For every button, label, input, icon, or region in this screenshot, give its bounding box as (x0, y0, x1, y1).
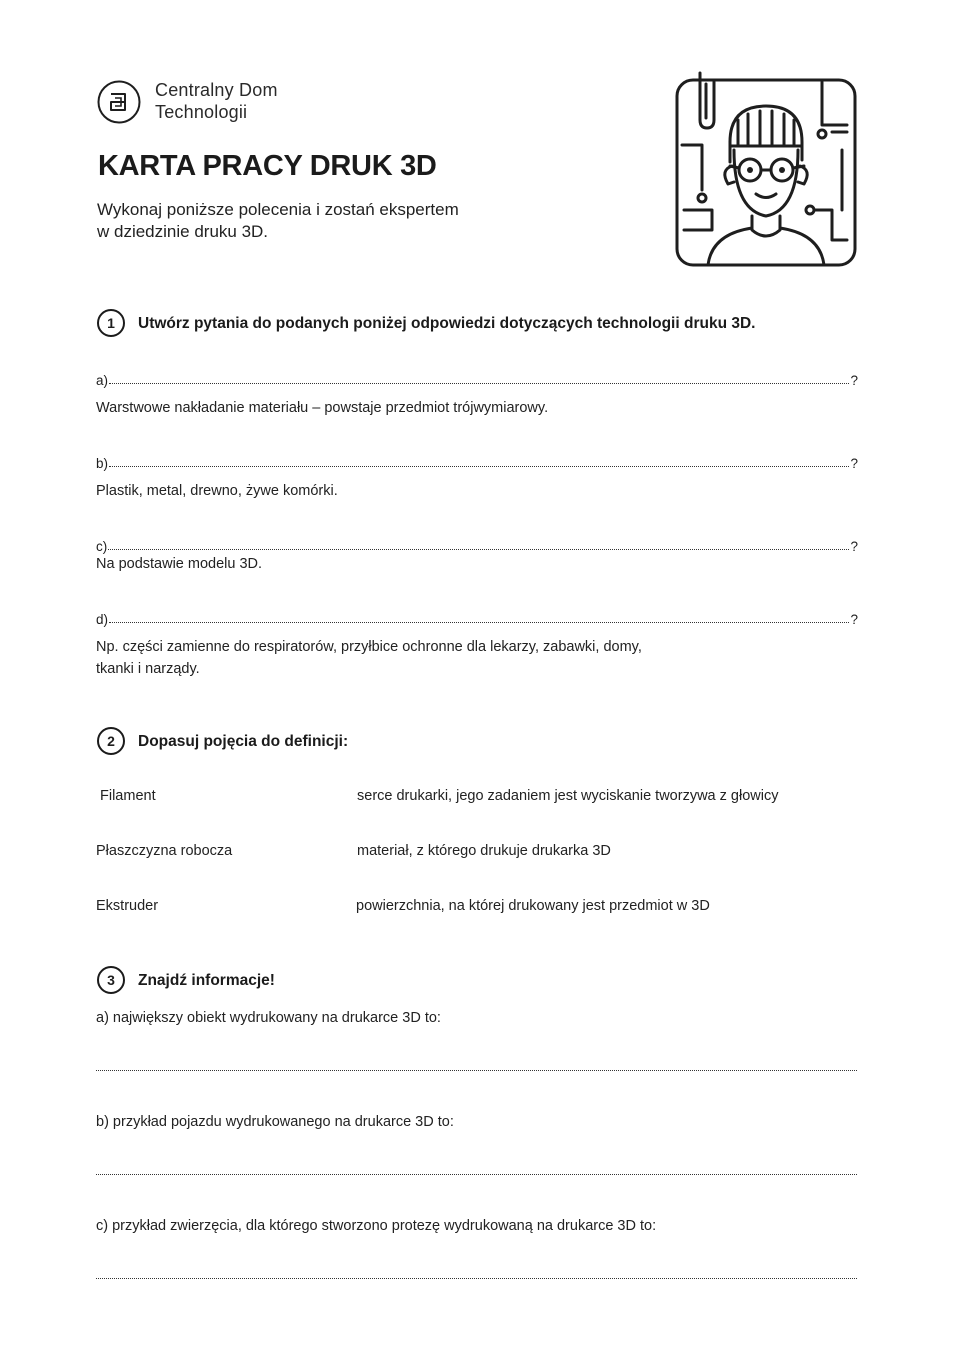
logo-line-2: Technologii (155, 102, 248, 122)
answer-blank[interactable] (109, 622, 849, 623)
question-mark: ? (850, 539, 858, 554)
definition-1[interactable]: serce drukarki, jego zadaniem jest wyciskanie tworzywa z głowicy (357, 788, 779, 804)
answer-b (96, 480, 338, 502)
question-label: a) (96, 373, 109, 388)
answer-blank[interactable] (109, 466, 849, 467)
question-mark: ? (850, 373, 858, 388)
section-1-title: Utwórz pytania do podanych poniżej odpowiedzi dotyczących technologii druku 3D. (138, 315, 756, 332)
answer-blank-c[interactable] (96, 1278, 857, 1279)
prompt-a: a) największy obiekt wydrukowany na drukarce 3D to: (96, 1010, 441, 1026)
answer-a (96, 397, 548, 419)
logo-text (155, 79, 278, 123)
subtitle-line-2: w dziedzinie druku 3D. (97, 222, 269, 241)
answer-line: Warstwowe nakładanie materiału – powstaje przedmiot trójwymiarowy. (96, 400, 549, 416)
section-2-title: Dopasuj pojęcia do definicji: (138, 733, 349, 750)
subtitle (97, 199, 459, 243)
answer-c (96, 553, 262, 575)
question-label: b) (96, 456, 109, 471)
page-title: KARTA PRACY DRUK 3D (98, 150, 437, 182)
question-label: d) (96, 612, 109, 627)
question-line-b[interactable] (96, 453, 858, 471)
answer-blank[interactable] (109, 383, 849, 384)
prompt-c: c) przykład zwierzęcia, dla którego stworzono protezę wydrukowaną na drukarce 3D to: (96, 1218, 657, 1234)
question-mark: ? (850, 612, 858, 627)
question-line-d[interactable] (96, 609, 858, 627)
question-line-a[interactable] (96, 370, 858, 388)
term-filament[interactable]: Filament (100, 788, 156, 804)
avatar-illustration (672, 70, 862, 270)
answer-blank[interactable] (108, 549, 849, 550)
question-label: c) (96, 539, 108, 554)
answer-line: Plastik, metal, drewno, żywe komórki. (96, 483, 338, 499)
definition-2[interactable]: materiał, z którego drukuje drukarka 3D (357, 843, 611, 859)
answer-line: Na podstawie modelu 3D. (96, 556, 263, 572)
answer-line: tkanki i narządy. (96, 661, 200, 677)
question-mark: ? (850, 456, 858, 471)
prompt-b: b) przykład pojazdu wydrukowanego na drukarce 3D to: (96, 1114, 454, 1130)
logo-line-1: Centralny Dom (155, 80, 278, 100)
question-line-c[interactable] (96, 536, 858, 554)
term-extruder[interactable]: Ekstruder (96, 898, 159, 914)
section-3-number: 3 (97, 966, 125, 994)
term-work-surface[interactable]: Płaszczyzna robocza (96, 843, 233, 859)
logo-icon (96, 79, 142, 125)
answer-line: Np. części zamienne do respiratorów, przyłbice ochronne dla lekarzy, zabawki, domy, (96, 639, 642, 655)
answer-blank-a[interactable] (96, 1070, 857, 1071)
definition-3[interactable]: powierzchnia, na której drukowany jest przedmiot w 3D (356, 898, 710, 914)
section-1-number: 1 (97, 309, 125, 337)
section-2-number: 2 (97, 727, 125, 755)
section-3-title: Znajdź informacje! (138, 972, 275, 989)
answer-blank-b[interactable] (96, 1174, 857, 1175)
subtitle-line-1: Wykonaj poniższe polecenia i zostań ekspertem (97, 200, 459, 219)
answer-d (96, 636, 642, 680)
